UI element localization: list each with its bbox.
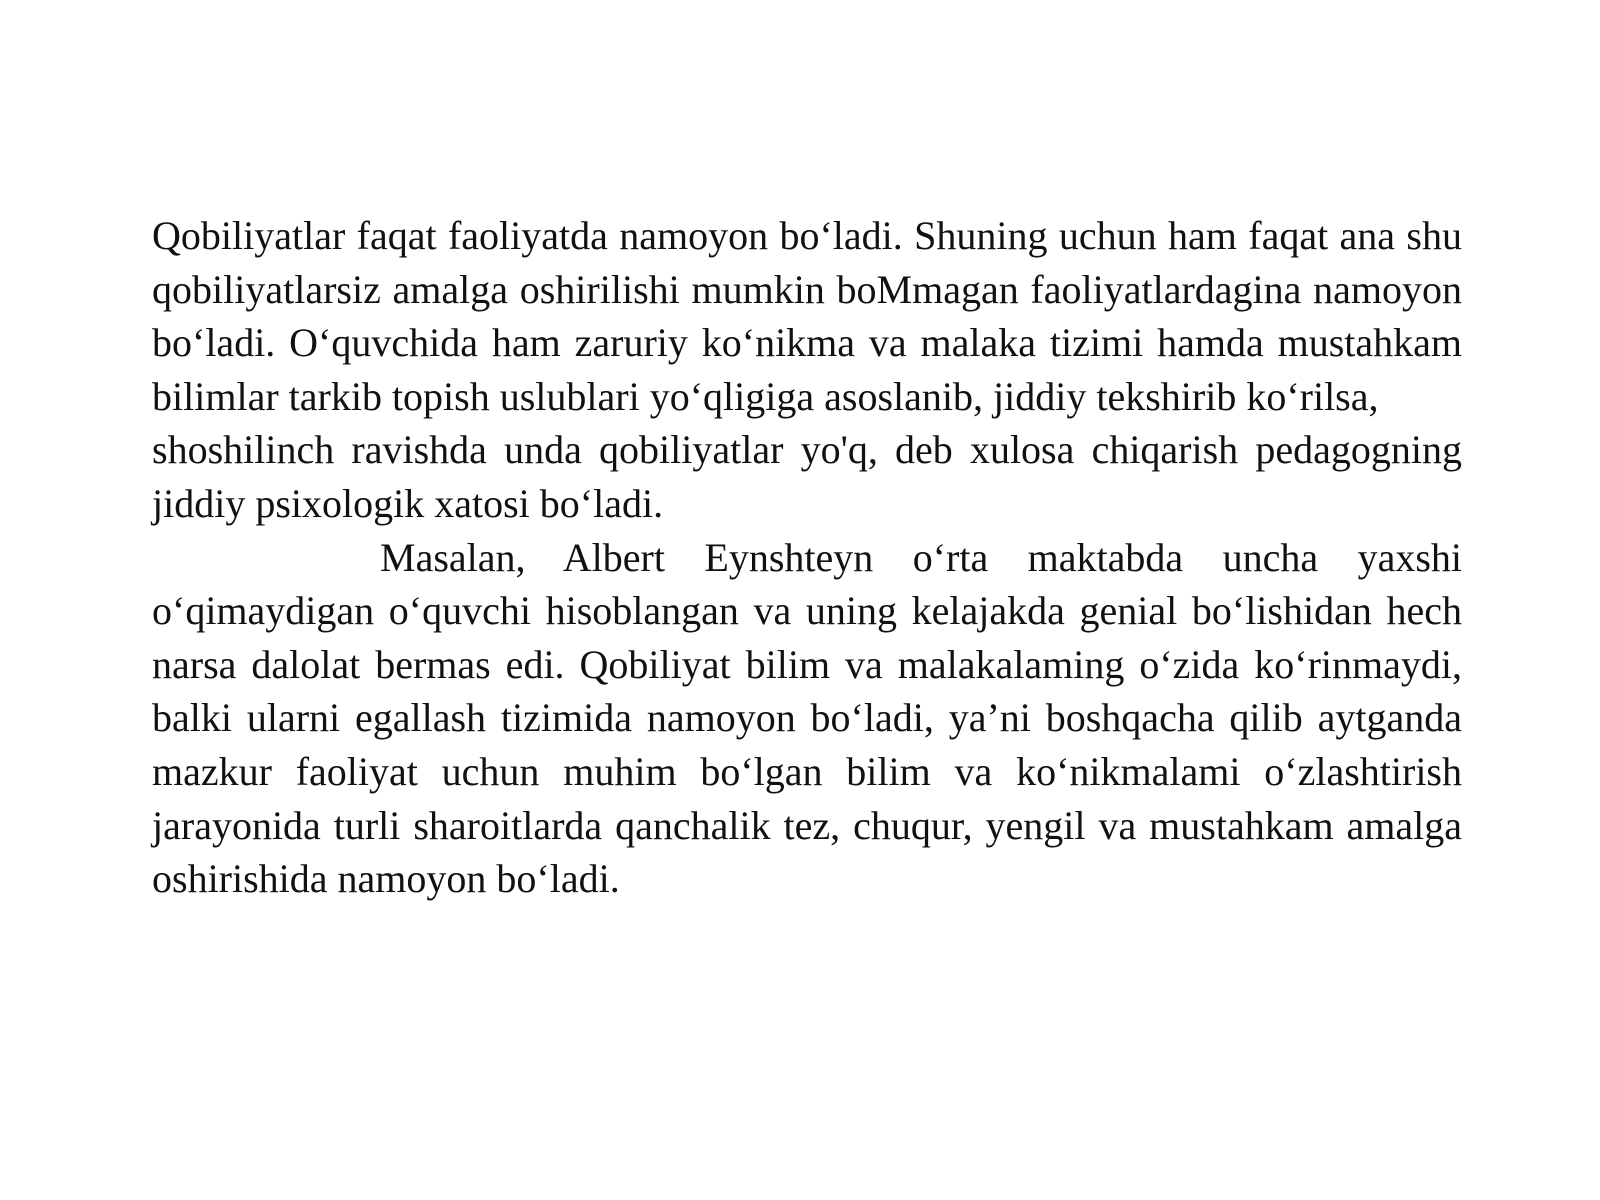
paragraph-3: Masalan, Albert Eynshteyn o‘rta maktabda uncha yaxshi o‘qimaydigan o‘quvchi hisoblangan va uning kelajakda genial bo‘lishidan hech narsa dalolat bermas edi. Qobiliyat bilim va malakalaming o‘zida ko‘rinmaydi, balki ularni egallash tizimida namoyon bo‘ladi, ya’ni boshqacha qilib aytganda mazkur faoliyat uchun muhim bo‘lgan bilim va ko‘nikmalami o‘zlashtirish jarayonida turli sharoitlarda qanchalik tez, chuqur, yengil va mustahkam amalga oshirishida namoyon bo‘ladi. (152, 534, 1462, 902)
paragraph-1: Qobiliyatlar faqat faoliyatda namoyon bo‘ladi. Shuning uchun ham faqat ana shu qobiliyatlarsiz amalga oshirilishi mumkin boMmagan faoliyatlardagina namoyon bo‘ladi. O‘quvchida ham zaruriy ko‘nikma va malaka tizimi hamda mustahkam bilimlar tarkib topish uslublari yo‘qligiga asoslanib, jiddiy tekshirib ko‘rilsa, (152, 213, 1462, 419)
body-text (152, 209, 1462, 906)
paragraph-2: shoshilinch ravishda unda qobiliyatlar yo'q, deb xulosa chiqarish pedagogning jiddiy psixologik xatosi bo‘ladi. (152, 427, 1462, 526)
